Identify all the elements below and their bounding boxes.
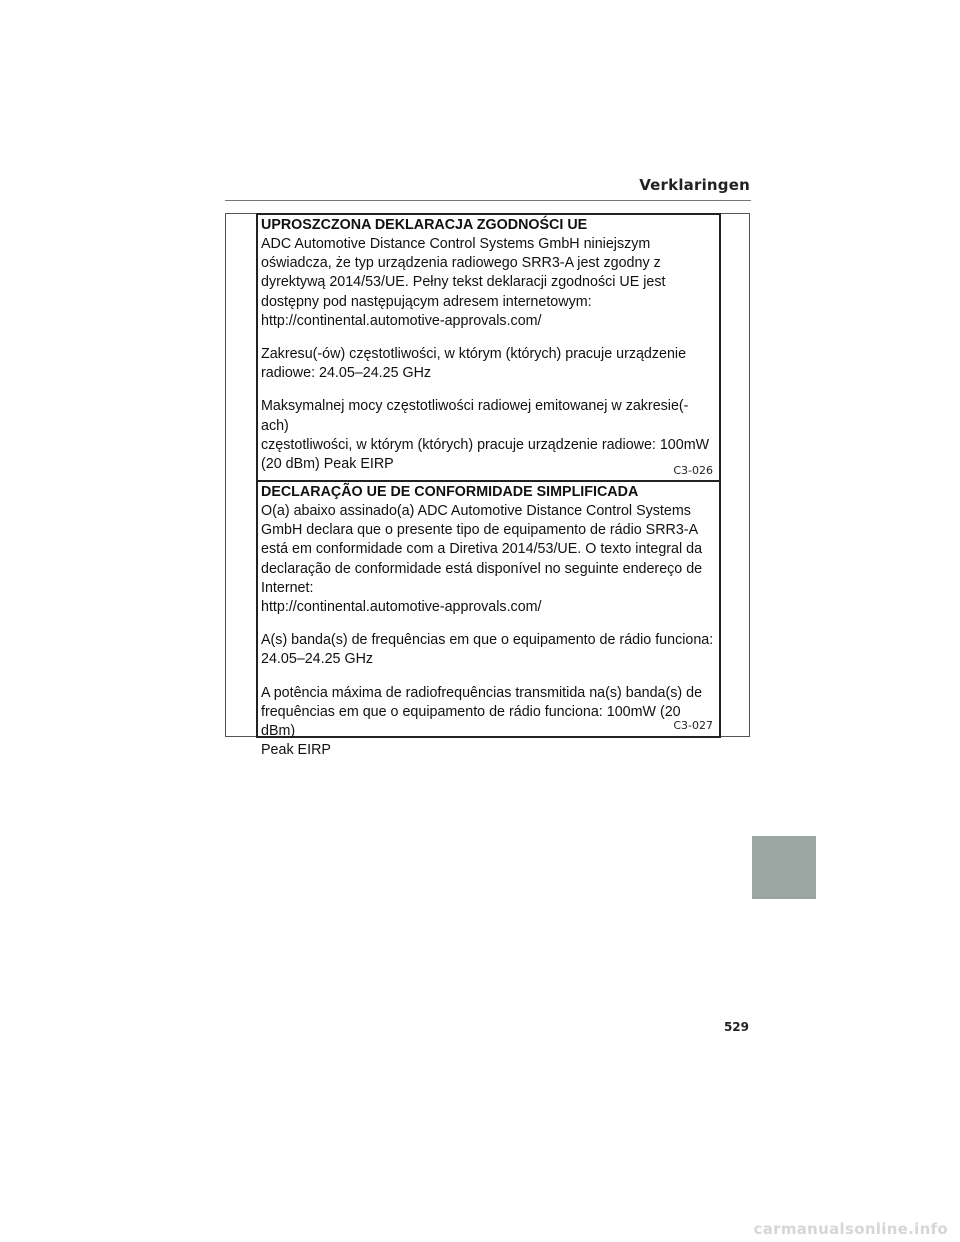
declaration-title: DECLARAÇÃO UE DE CONFORMIDADE SIMPLIFICADA — [261, 484, 639, 500]
chapter-side-tab — [752, 836, 816, 899]
declaration-code: C3-027 — [673, 719, 713, 732]
declaration-paragraph: ADC Automotive Distance Control Systems GmbH niniejszym oświadcza, że typ urządzenia radiowego SRR3-A jest zgodny z dyrektywą 2014/53/UE. Pełny tekst deklaracji zgodności UE jest dostępny pod następującym adresem internetowym: http://continental.automotive-approvals.com/ — [261, 236, 666, 329]
declaration-paragraph: Zakresu(-ów) częstotliwości, w którym (których) pracuje urządzenie radiowe: 24.05–24.25 GHz — [261, 346, 687, 382]
declaration-paragraph: O(a) abaixo assinado(a) ADC Automotive Distance Control Systems GmbH declara que o presente tipo de equipamento de rádio SRR3-A está em conformidade com a Diretiva 2014/53/UE. O texto integral da declaração de conformidade está disponível no seguinte endereço de Internet: http://continental.automotive-approvals.com/ — [261, 503, 703, 616]
declaration-paragraph: A potência máxima de radiofrequências transmitida na(s) banda(s) de frequências em que o equipamento de rádio funciona: 100mW (20 dBm) Peak EIRP — [261, 684, 703, 759]
watermark-text: carmanualsonline.info — [753, 1220, 948, 1238]
declaration-title: UPROSZCZONA DEKLARACJA ZGODNOŚCI UE — [261, 217, 588, 233]
declaration-paragraph: A(s) banda(s) de frequências em que o equipamento de rádio funciona: 24.05–24.25 GHz — [261, 632, 714, 668]
declaration-polish — [256, 213, 721, 482]
declaration-code: C3-026 — [673, 464, 713, 477]
page-section-title: Verklaringen — [639, 176, 750, 194]
page-number: 529 — [723, 1020, 749, 1034]
declaration-portuguese — [256, 480, 721, 759]
declaration-paragraph: Maksymalnej mocy częstotliwości radiowej emitowanej w zakresie(-ach) częstotliwości, w którym (których) pracuje urządzenie radiowe: 100mW (20 dBm) Peak EIRP — [261, 398, 710, 473]
header-divider — [225, 200, 751, 201]
